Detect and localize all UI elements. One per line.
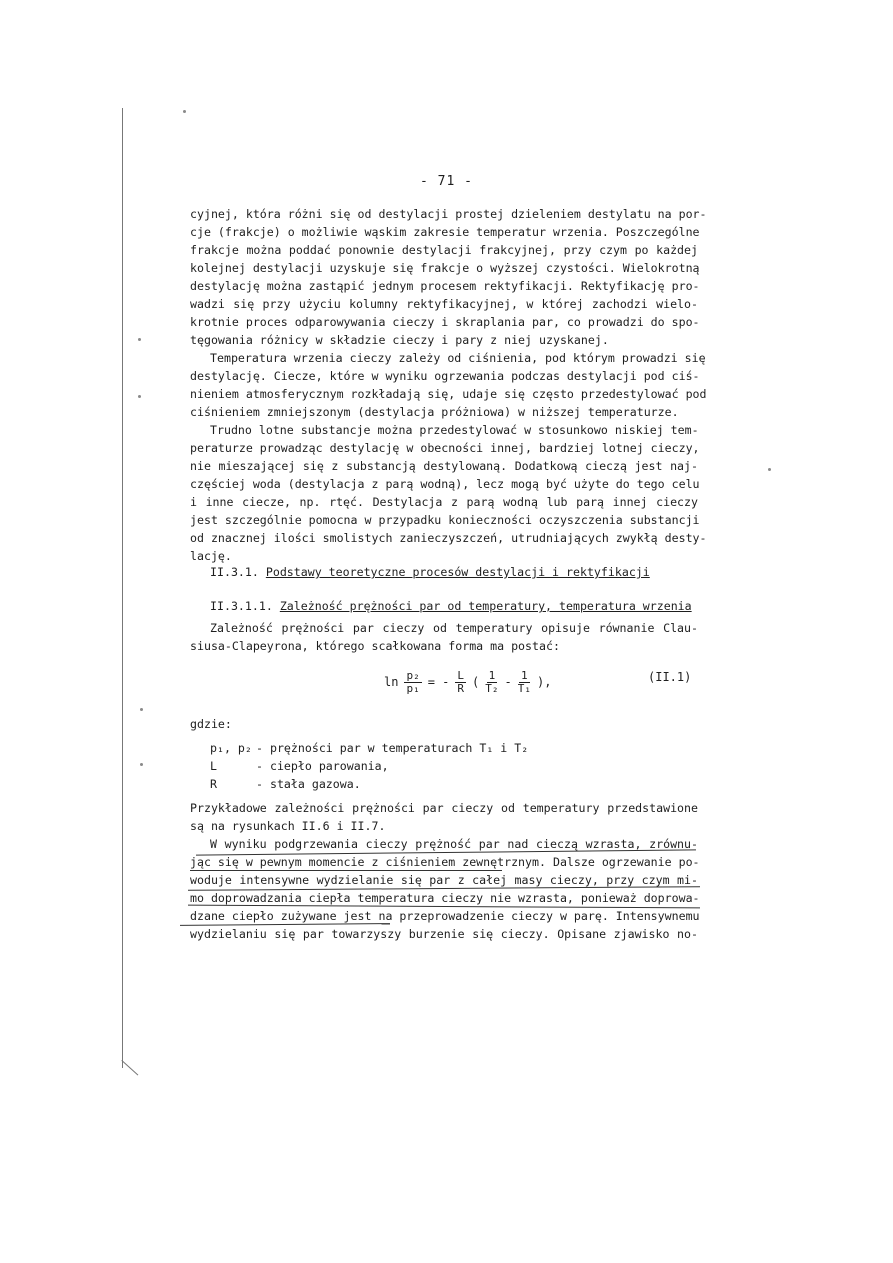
p1-symbol: p₁ — [406, 681, 420, 695]
margin-hook — [121, 1060, 138, 1075]
text-line: destylację. Ciecze, które w wyniku ogrzewania podczas destylacji pod ciś- — [190, 369, 700, 383]
section-number: II.3.1. — [210, 565, 259, 579]
subsection-heading — [210, 598, 692, 614]
text-line: ciśnieniem zmniejszonym (destylacja próżniowa) w niższej temperaturze. — [190, 405, 679, 419]
inverse-t1 — [518, 670, 531, 695]
formula-ln: ln — [384, 675, 399, 689]
margin-rule — [122, 108, 123, 1068]
one-numerator: 1 — [488, 668, 496, 682]
text-line: Trudno lotne substancje można przedestylować w stosunkowo niskiej tem- — [210, 423, 699, 437]
handwritten-underline — [190, 870, 502, 871]
text-line: jest szczególnie pomocna w przypadku konieczności oczyszczenia substancji — [190, 513, 700, 527]
text-line: siusa-Clapeyrona, którego scałkowana forma ma postać: — [190, 639, 560, 653]
text-line: wydzielaniu się par towarzyszy burzenie się cieczy. Opisane zjawisko no- — [190, 927, 698, 941]
scan-speck — [140, 708, 143, 711]
open-paren: ( — [472, 675, 480, 689]
text-line: dzane ciepło zużywane jest na przeprowadzenie cieczy w parę. Intensywnemu — [190, 909, 700, 923]
legend-symbol: L — [210, 759, 217, 773]
legend-description: - ciepło parowania, — [256, 759, 389, 773]
text-line: Przykładowe zależności prężności par cieczy od temperatury przedstawione — [190, 801, 698, 815]
text-line: Zależność prężności par cieczy od temperatury opisuje równanie Clau- — [210, 621, 698, 635]
scan-speck — [138, 338, 141, 341]
l-over-r — [455, 670, 466, 695]
formula-minus: - — [504, 675, 512, 689]
text-line: częściej woda (destylacja z parą wodną), lecz mogą być użyte do tego celu — [190, 477, 700, 491]
text-line: nieniem atmosferycznym rozkładają się, udaje się często przedestylować pod — [190, 387, 707, 401]
text-line: mo doprowadzania ciepła temperatura cieczy nie wzrasta, ponieważ doprowa- — [190, 891, 700, 905]
section-title: Podstawy teoretyczne procesów destylacji i rektyfikacji — [265, 565, 650, 579]
legend-description: - stała gazowa. — [256, 777, 361, 791]
t2-symbol: T₂ — [485, 681, 499, 695]
text-line: frakcje można poddać ponownie destylacji frakcyjnej, przy czym po każdej — [190, 243, 698, 257]
text-line: kolejnej destylacji uzyskuje się frakcje o wyższej czystości. Wielokrotną — [190, 261, 700, 275]
legend-symbol: R — [210, 777, 217, 791]
text-line: wadzi się przy użyciu kolumny rektyfikacyjnej, w której zachodzi wielo- — [190, 297, 698, 311]
legend-description: - prężności par w temperaturach T₁ i T₂ — [256, 741, 529, 755]
where-label: gdzie: — [190, 717, 232, 731]
text-line: lację. — [190, 549, 232, 563]
legend-symbol: p₁, p₂ — [210, 741, 252, 755]
scan-speck — [140, 763, 143, 766]
r-symbol: R — [457, 681, 465, 695]
text-line: Temperatura wrzenia cieczy zależy od ciśnienia, pod którym prowadzi się — [210, 351, 706, 365]
clausius-clapeyron-equation — [384, 662, 551, 702]
text-line: W wyniku podgrzewania cieczy prężność par nad cieczą wzrasta, zrównu- — [210, 837, 698, 851]
text-line: i inne ciecze, np. rtęć. Destylacja z parą wodną lub parą innej cieczy — [190, 495, 698, 509]
text-line: destylację można zastąpić jednym procesem rektyfikacji. Rektyfikację pro- — [190, 279, 700, 293]
subsection-title: Zależność prężności par od temperatury, temperatura wrzenia — [279, 599, 692, 613]
text-line: od znacznej ilości smolistych zanieczyszczeń, utrudniających zwykłą desty- — [190, 531, 707, 545]
text-line: są na rysunkach II.6 i II.7. — [190, 819, 386, 833]
formula-equals: = - — [427, 675, 450, 689]
text-line: cyjnej, która różni się od destylacji prostej dzieleniem destylatu na por- — [190, 207, 707, 221]
text-line: cje (frakcje) o możliwie wąskim zakresie temperatur wrzenia. Poszczególne — [190, 225, 700, 239]
legend-row — [210, 740, 528, 756]
scan-speck — [183, 110, 186, 113]
text-line: woduje intensywne wydzielanie się par z całej masy cieczy, przy czym mi- — [190, 873, 698, 887]
page-number: - 71 - — [420, 174, 473, 189]
t1-symbol: T₁ — [517, 681, 531, 695]
scan-speck — [768, 468, 771, 471]
text-line: jąc się w pewnym momencie z ciśnieniem zewnętrznym. Dalsze ogrzewanie po- — [190, 855, 700, 869]
scan-speck — [138, 395, 141, 398]
l-symbol: L — [457, 668, 465, 682]
equation-number: (II.1) — [648, 670, 692, 684]
legend-row — [210, 776, 361, 792]
pressure-ratio — [404, 670, 421, 695]
text-line: tęgowania różnicy w składzie cieczy i pary z niej uzyskanej. — [190, 333, 609, 347]
text-line: krotnie proces odparowywania cieczy i skraplania par, co prowadzi do spo- — [190, 315, 700, 329]
subsection-number: II.3.1.1. — [210, 599, 273, 613]
text-line: nie mieszającej się z substancją destylowaną. Dodatkową cieczą jest naj- — [190, 459, 698, 473]
legend-row — [210, 758, 389, 774]
inverse-t2 — [485, 670, 498, 695]
one-numerator: 1 — [521, 668, 528, 682]
p2-symbol: p₂ — [406, 668, 420, 682]
section-heading — [210, 564, 650, 580]
close-paren: ), — [536, 675, 552, 689]
text-line: peraturze prowadząc destylację w obecności innej, bardziej lotnej cieczy, — [190, 441, 700, 455]
